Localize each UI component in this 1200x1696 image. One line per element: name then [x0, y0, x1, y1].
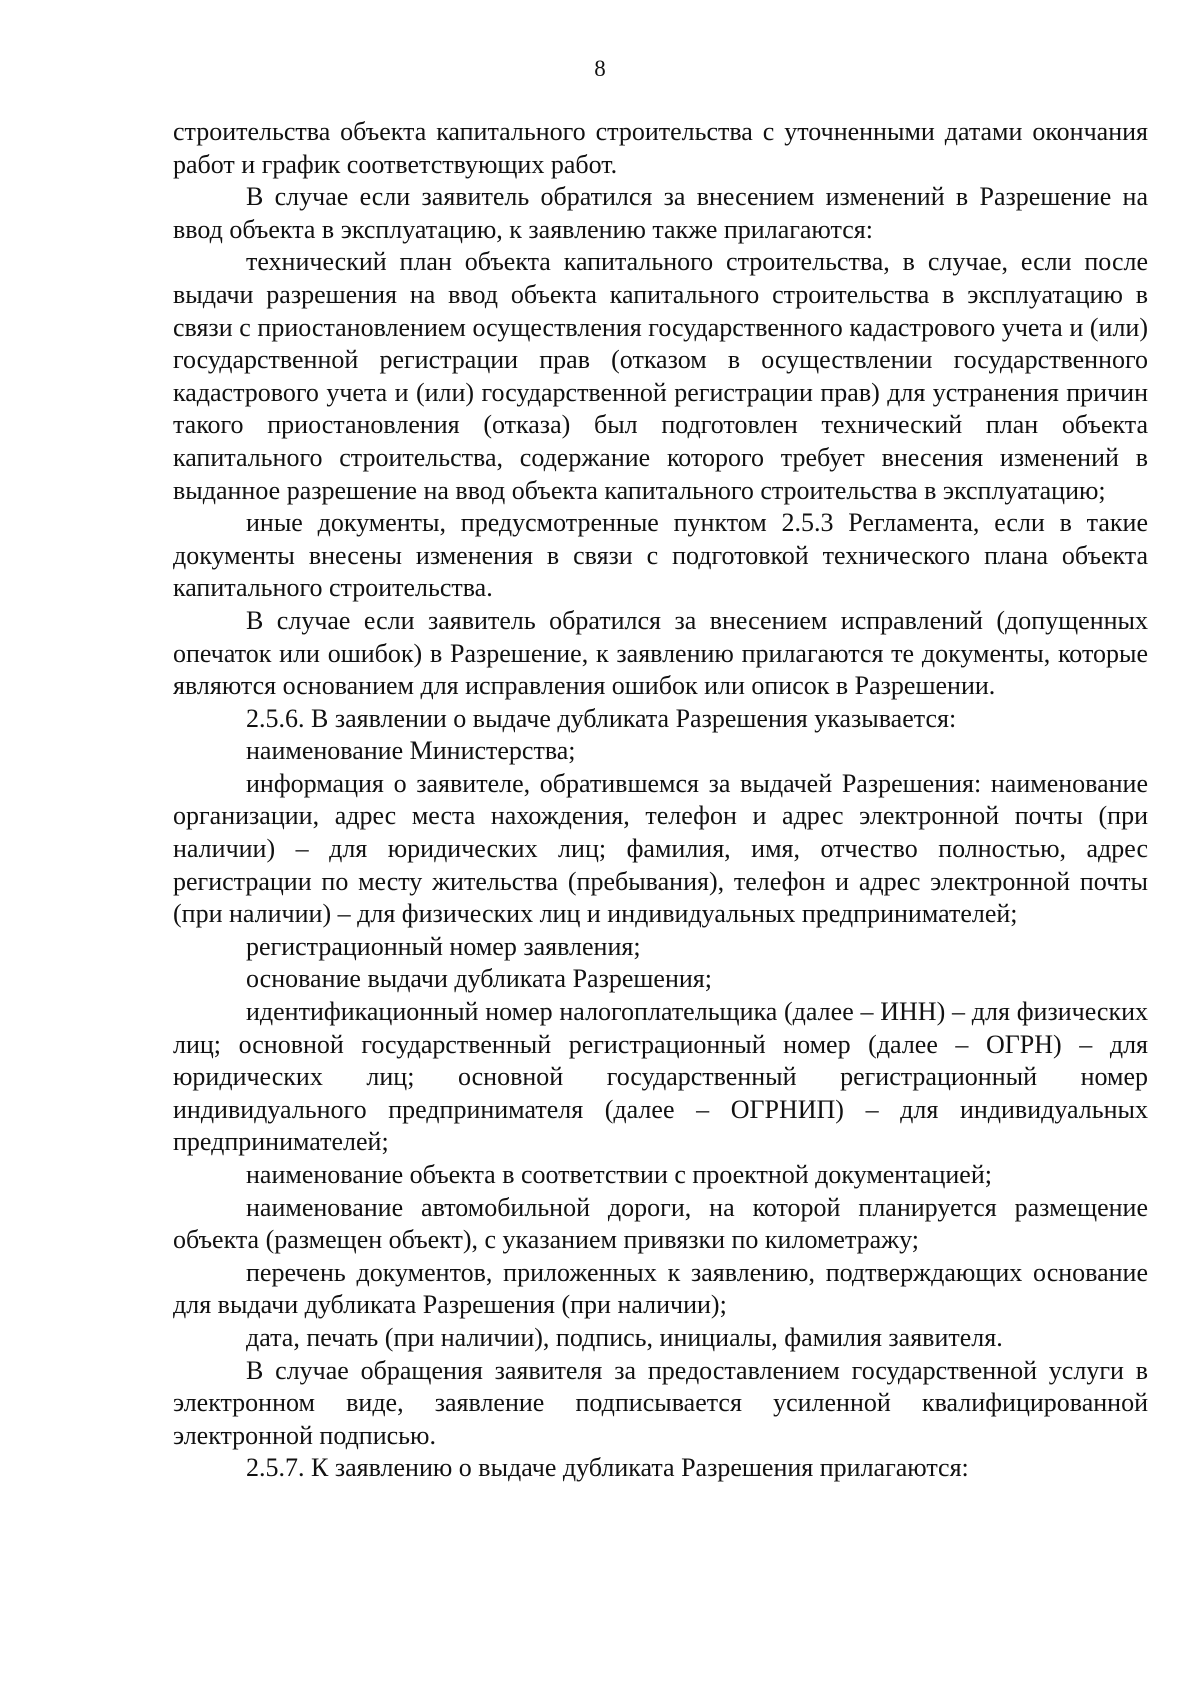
list-item: наименование Министерства;	[246, 736, 576, 766]
list-item: наименование автомобильной дороги, на которой планируется размещение объекта (размещен объект), с указанием привязки по километражу;	[173, 1192, 1148, 1255]
list-item: перечень документов, приложенных к заявлению, подтверждающих основание для выдачи дубликата Разрешения (при наличии);	[173, 1257, 1148, 1320]
paragraph: технический план объекта капитального строительства, в случае, если после выдачи разрешения на ввод объекта капитального строительства в эксплуатацию в связи с приостановлением осуществления государственного кадастрового учета и (или) государственной регистрации прав (отказом в осуществлении государственного кадастрового учета и (или) государственной регистрации прав) для устранения причин такого приостановления (отказа) был подготовлен технический план объекта капитального строительства, содержание которого требует внесения изменений в выданное разрешение на ввод объекта капитального строительства в эксплуатацию;	[173, 247, 1148, 505]
section-heading: 2.5.7. К заявлению о выдаче дубликата Разрешения прилагаются:	[246, 1453, 969, 1483]
page-number: 8	[594, 56, 606, 81]
list-item: дата, печать (при наличии), подпись, инициалы, фамилия заявителя.	[246, 1322, 1003, 1352]
list-item: наименование объекта в соответствии с проектной документацией;	[246, 1160, 992, 1189]
paragraph: В случае если заявитель обратился за внесением исправлений (допущенных опечаток или ошибок) в Разрешение, к заявлению прилагаются те документы, которые являются основанием для исправления ошибок или описок в Разрешении.	[173, 605, 1148, 701]
paragraph: В случае если заявитель обратился за внесением изменений в Разрешение на ввод объекта в эксплуатацию, к заявлению также прилагаются:	[173, 182, 1148, 244]
list-item: информация о заявителе, обратившемся за выдачей Разрешения: наименование организации, адрес места нахождения, телефон и адрес электронной почты (при наличии) – для юридических лиц; фамилия, имя, отчество полностью, адрес регистрации по месту жительства (пребывания), телефон и адрес электронной почты (при наличии) – для физических лиц и индивидуальных предпринимателей;	[173, 768, 1148, 929]
paragraph: строительства объекта капитального строительства с уточненными датами окончания работ и график соответствующих работ.	[173, 117, 1148, 179]
document-body	[173, 116, 1148, 1485]
paragraph: иные документы, предусмотренные пунктом 2.5.3 Регламента, если в такие документы внесены изменения в связи с подготовкой технического плана объекта капитального строительства.	[173, 508, 1148, 603]
list-item: основание выдачи дубликата Разрешения;	[246, 964, 712, 994]
list-item: идентификационный номер налогоплательщика (далее – ИНН) – для физических лиц; основной государственный регистрационный номер (далее – ОГРН) – для юридических лиц; основной государственный регистрационный номер индивидуального предпринимателя (далее – ОГРНИП) – для индивидуальных предпринимателей;	[173, 997, 1148, 1157]
section-heading: 2.5.6. В заявлении о выдаче дубликата Разрешения указывается:	[246, 703, 957, 733]
list-item: регистрационный номер заявления;	[246, 931, 641, 961]
paragraph: В случае обращения заявителя за предоставлением государственной услуги в электронном виде, заявление подписывается усиленной квалифицированной электронной подписью.	[173, 1355, 1148, 1450]
